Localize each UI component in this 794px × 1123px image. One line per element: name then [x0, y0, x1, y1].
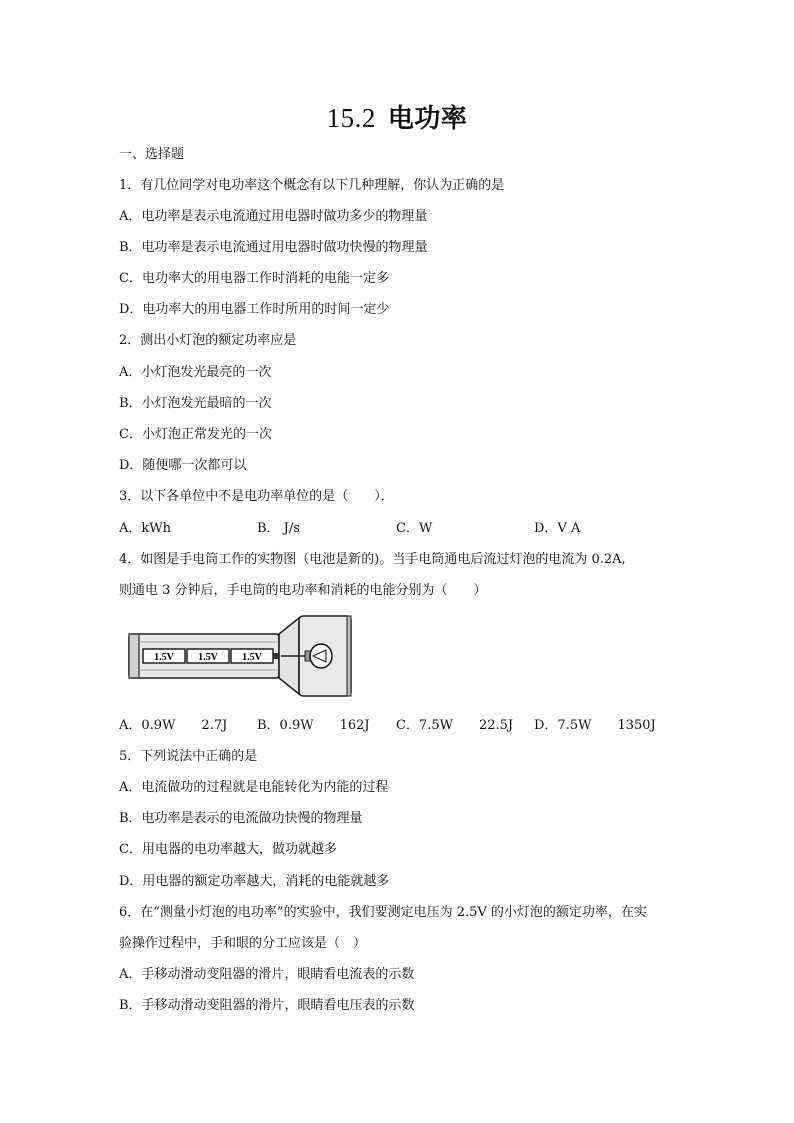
question-3-stem: 3．以下各单位中不是电功率单位的是（ ）． [119, 489, 394, 504]
question-6-option-b: B．手移动滑动变阻器的滑片，眼睛看电压表的示数 [119, 998, 415, 1013]
question-6-stem-line-1: 6．在“测量小灯泡的电功率”的实验中，我们要测定电压为 2.5V 的小灯泡的额定功率，在实 [119, 905, 647, 920]
question-4-stem-line-2: 则通电 3 分钟后，手电筒的电功率和消耗的电能分别为（ ） [119, 583, 487, 598]
question-2-option-d: D．随便哪一次都可以 [119, 458, 247, 473]
battery-1-label: 1.5V [154, 652, 174, 663]
question-5-option-a: A．电流做功的过程就是电能转化为内能的过程 [119, 780, 389, 795]
section-number: 15.2 [326, 103, 376, 133]
question-6-stem-line-2: 验操作过程中，手和眼的分工应该是（ ） [119, 936, 367, 951]
question-4-stem-line-1: 4．如图是手电筒工作的实物图（电池是新的)。当手电筒通电后流过灯泡的电流为 0.2A, [119, 552, 626, 567]
question-4-option-a: A．0.9W 2.7J [119, 718, 228, 733]
question-4-option-c: C．7.5W 22.5J [396, 718, 514, 733]
question-1-option-a: A．电功率是表示电流通过用电器时做功多少的物理量 [119, 209, 428, 224]
question-1-option-c: C．电功率大的用电器工作时消耗的电能一定多 [119, 271, 389, 286]
battery-3-label: 1.5V [242, 652, 262, 663]
battery-2 [187, 649, 229, 663]
question-3-option-a: A．kWh [119, 521, 172, 536]
page-title [0, 98, 794, 135]
battery-3 [231, 649, 273, 663]
battery-1 [143, 649, 185, 663]
question-3-option-b: B． J/s [257, 521, 300, 536]
flashlight-figure [127, 612, 353, 700]
question-5-option-d: D．用电器的额定功率越大，消耗的电能就越多 [119, 874, 390, 889]
question-5-stem: 5．下列说法中正确的是 [119, 749, 258, 764]
question-2-option-c: C．小灯泡正常发光的一次 [119, 427, 272, 442]
question-2-option-a: A．小灯泡发光最亮的一次 [119, 365, 272, 380]
question-4-option-d: D．7.5W 1350J [534, 718, 656, 733]
question-1-stem: 1．有几位同学对电功率这个概念有以下几种理解，你认为正确的是 [119, 178, 505, 193]
question-5-option-c: C．用电器的电功率越大，做功就越多 [119, 842, 337, 857]
question-2-stem: 2．测出小灯泡的额定功率应是 [119, 333, 297, 348]
flashlight-end-cap [129, 634, 139, 678]
question-6-option-a: A．手移动滑动变阻器的滑片，眼睛看电流表的示数 [119, 967, 415, 982]
question-1-option-d: D．电功率大的用电器工作时所用的时间一定少 [119, 302, 390, 317]
question-3-option-c: C．W [396, 521, 433, 536]
battery-2-label: 1.5V [198, 652, 218, 663]
section-heading: 一、选择题 [119, 147, 185, 162]
question-2-option-b: B．小灯泡发光最暗的一次 [119, 396, 272, 411]
question-1-option-b: B．电功率是表示电流通过用电器时做功快慢的物理量 [119, 240, 428, 255]
question-4-option-b: B．0.9W 162J [257, 718, 370, 733]
question-3-option-d: D．V A [534, 521, 581, 536]
section-title: 电功率 [387, 104, 468, 134]
question-5-option-b: B．电功率是表示的电流做功快慢的物理量 [119, 811, 363, 826]
